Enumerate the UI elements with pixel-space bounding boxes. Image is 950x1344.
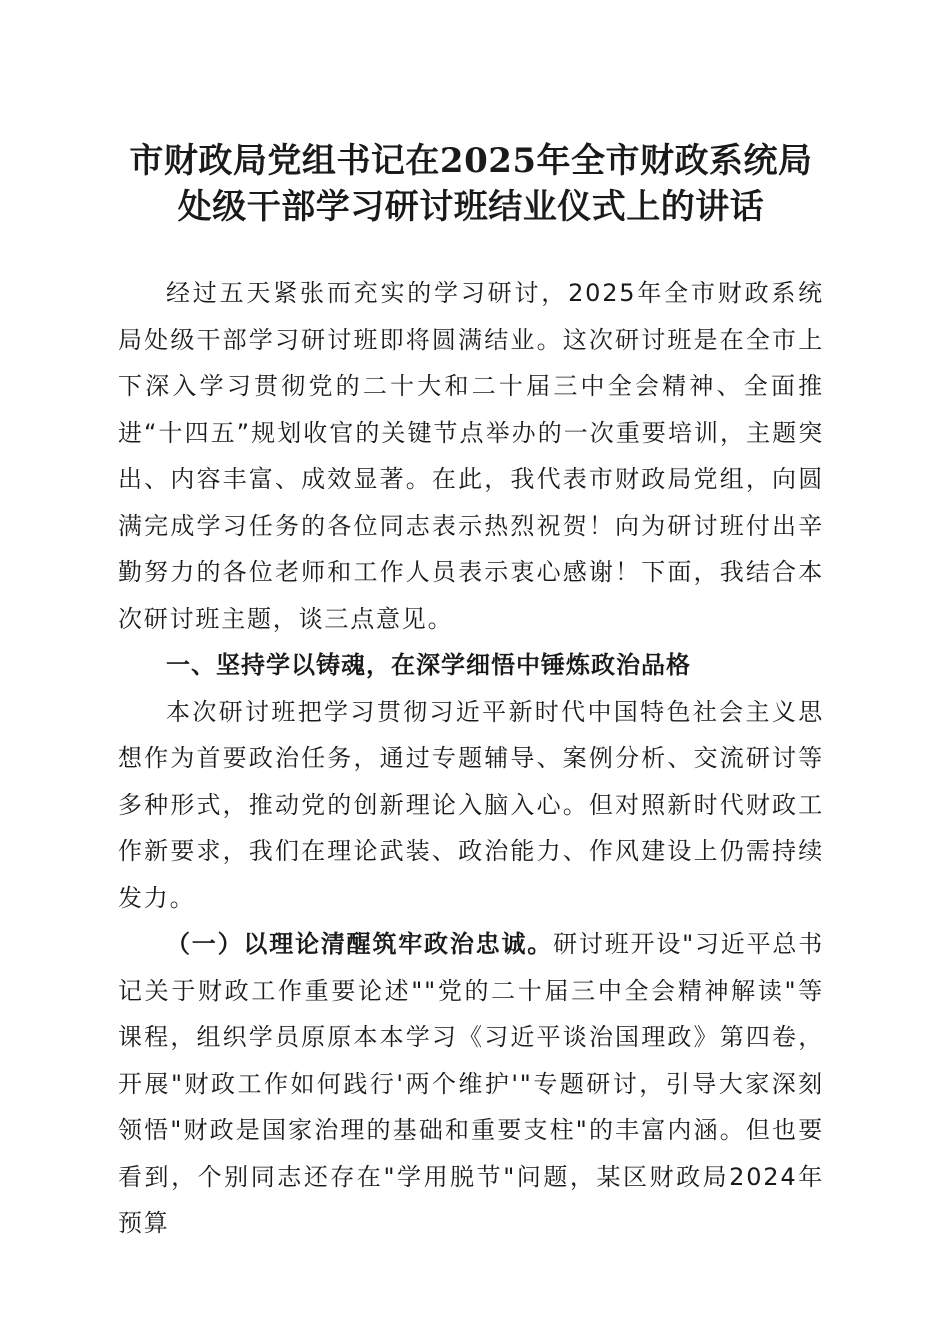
title-line-1: 市财政局党组书记在2025年全市财政系统局 xyxy=(129,141,813,181)
document-page xyxy=(118,138,824,1247)
paragraph-intro: 经过五天紧张而充实的学习研讨，2025年全市财政系统局处级干部学习研讨班即将圆满结业。这次研讨班是在全市上下深入学习贯彻党的二十大和二十届三中全会精神、全面推进“十四五”规划收官的关键节点举办的一次重要培训，主题突出、内容丰富、成效显著。在此，我代表市财政局党组，向圆满完成学习任务的各位同志表示热烈祝贺！向为研讨班付出辛勤努力的各位老师和工作人员表示衷心感谢！下面，我结合本次研讨班主题，谈三点意见。 xyxy=(118,279,824,633)
paragraph-subsection-1 xyxy=(118,921,824,1247)
title-line-2: 处级干部学习研讨班结业仪式上的讲话 xyxy=(177,187,765,227)
paragraph-section-1: 本次研讨班把学习贯彻习近平新时代中国特色社会主义思想作为首要政治任务，通过专题辅导、案例分析、交流研讨等多种形式，推动党的创新理论入脑入心。但对照新时代财政工作新要求，我们在理论武装、政治能力、作风建设上仍需持续发力。 xyxy=(118,697,824,912)
document-title xyxy=(118,138,824,230)
section-1-heading: 一、坚持学以铸魂，在深学细悟中锤炼政治品格 xyxy=(166,651,691,679)
subsection-1-body: 研讨班开设"习近平总书记关于财政工作重要论述""党的二十届三中全会精神解读"等课程，组织学员原原本本学习《习近平谈治国理政》第四卷，开展"财政工作如何践行'两个维护'"专题研讨，引导大家深刻领悟"财政是国家治理的基础和重要支柱"的丰富内涵。但也要看到，个别同志还存在"学用脱节"问题，某区财政局2024年预算 xyxy=(118,930,824,1237)
subsection-1-heading: （一）以理论清醒筑牢政治忠诚。 xyxy=(166,930,554,958)
